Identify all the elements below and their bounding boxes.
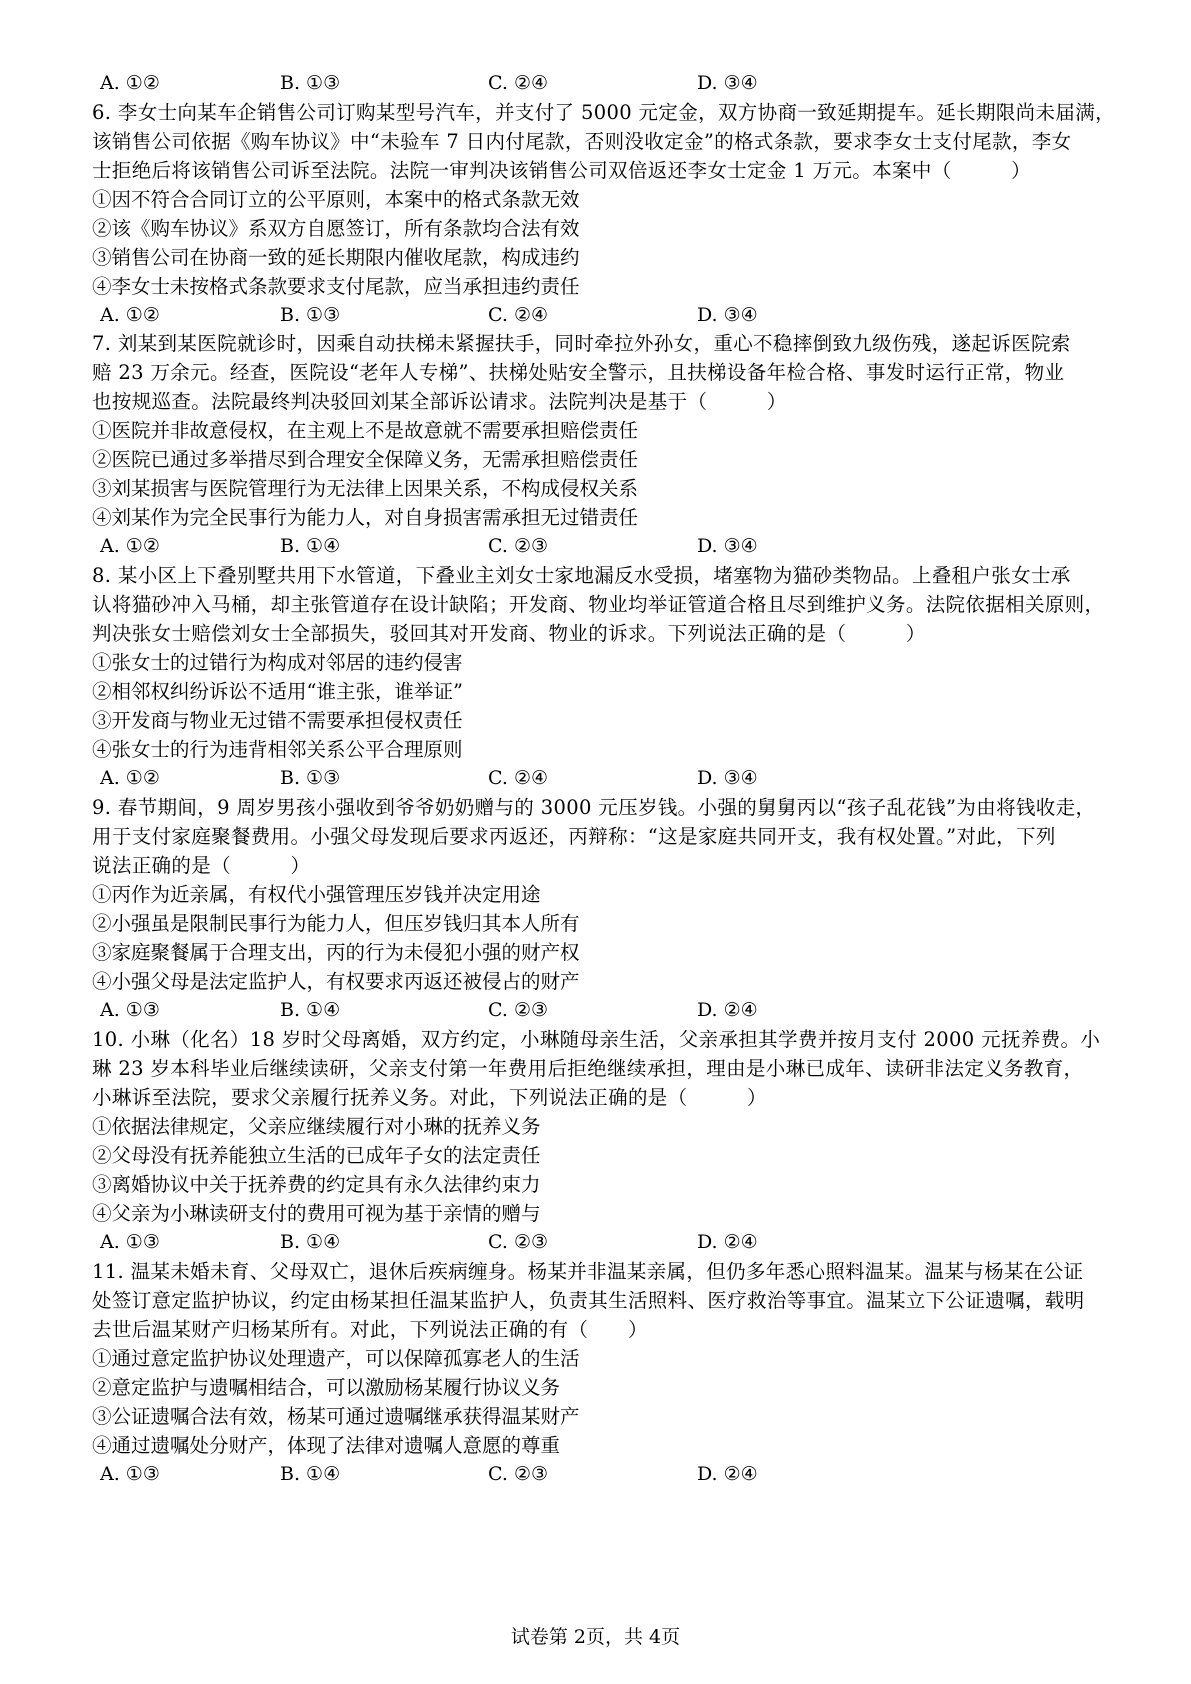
option-b[interactable]: B. ①③ <box>280 304 341 326</box>
q11-options <box>100 1459 1000 1490</box>
option-a[interactable]: A. ①③ <box>100 1463 160 1485</box>
q10-item-3: ③离婚协议中关于抚养费的约定具有永久法律约束力 <box>92 1173 541 1196</box>
q8-item-3: ③开发商与物业无过错不需要承担侵权责任 <box>92 709 463 732</box>
option-b[interactable]: B. ①④ <box>280 1463 341 1485</box>
q7-stem-line-2: 赔 23 万余元。经查，医院设“老年人专梯”、扶梯处贴安全警示，且扶梯设备年检合格、事发时运行正常，物业 <box>92 361 1065 384</box>
option-b[interactable]: B. ①④ <box>280 999 341 1021</box>
q7-item-2: ②医院已通过多举措尽到合理安全保障义务，无需承担赔偿责任 <box>92 448 639 471</box>
q7-item-4: ④刘某作为完全民事行为能力人，对自身损害需承担无过错责任 <box>92 506 639 529</box>
q10-item-2: ②父母没有抚养能独立生活的已成年子女的法定责任 <box>92 1144 541 1167</box>
option-d[interactable]: D. ③④ <box>697 767 758 789</box>
q11-item-4: ④通过遗嘱处分财产，体现了法律对遗嘱人意愿的尊重 <box>92 1434 561 1457</box>
q6-item-3: ③销售公司在协商一致的延长期限内催收尾款，构成违约 <box>92 246 580 269</box>
q9-item-4: ④小强父母是法定监护人，有权要求丙返还被侵占的财产 <box>92 970 580 993</box>
option-b[interactable]: B. ①③ <box>280 72 341 94</box>
option-d[interactable]: D. ③④ <box>697 535 758 557</box>
q10-stem-line-1: 10. 小琳（化名）18 岁时父母离婚，双方约定，小琳随母亲生活，父亲承担其学费并按月支付 2000 元抚养费。小 <box>92 1028 1101 1051</box>
option-a[interactable]: A. ①② <box>100 535 160 557</box>
option-a[interactable]: A. ①② <box>100 72 160 94</box>
option-b[interactable]: B. ①④ <box>280 1231 341 1253</box>
q9-options <box>100 995 1000 1026</box>
q11-stem-line-2: 处签订意定监护协议，约定由杨某担任温某监护人，负责其生活照料、医疗救治等事宜。温某立下公证遗嘱，载明 <box>92 1289 1085 1312</box>
q6-item-4: ④李女士未按格式条款要求支付尾款，应当承担违约责任 <box>92 275 580 298</box>
q10-stem-line-2: 琳 23 岁本科毕业后继续读研，父亲支付第一年费用后拒绝继续承担，理由是小琳已成年、读研非法定义务教育， <box>92 1057 1084 1080</box>
option-c[interactable]: C. ②③ <box>488 1463 549 1485</box>
q6-options <box>100 300 1000 331</box>
q8-item-1: ①张女士的过错行为构成对邻居的违约侵害 <box>92 651 463 674</box>
q9-item-2: ②小强虽是限制民事行为能力人，但压岁钱归其本人所有 <box>92 912 580 935</box>
q9-stem-line-2: 用于支付家庭聚餐费用。小强父母发现后要求丙返还，丙辩称：“这是家庭共同开支，我有权处置。”对此，下列 <box>92 825 1056 848</box>
option-a[interactable]: A. ①② <box>100 304 160 326</box>
q6-stem-line-2: 该销售公司依据《购车协议》中“未验车 7 日内付尾款，否则没收定金”的格式条款，要求李女士支付尾款，李女 <box>92 130 1072 153</box>
option-c[interactable]: C. ②③ <box>488 999 549 1021</box>
option-c[interactable]: C. ②④ <box>488 767 549 789</box>
q10-stem-line-3: 小琳诉至法院，要求父亲履行抚养义务。对此，下列说法正确的是（ ） <box>92 1086 767 1109</box>
q7-item-3: ③刘某损害与医院管理行为无法律上因果关系，不构成侵权关系 <box>92 477 639 500</box>
q8-item-2: ②相邻权纠纷诉讼不适用“谁主张，谁举证” <box>92 680 463 703</box>
q10-item-4: ④父亲为小琳读研支付的费用可视为基于亲情的赠与 <box>92 1202 541 1225</box>
option-b[interactable]: B. ①④ <box>280 535 341 557</box>
q5-options <box>100 68 1000 99</box>
q11-item-1: ①通过意定监护协议处理遗产，可以保障孤寡老人的生活 <box>92 1347 580 1370</box>
q11-item-2: ②意定监护与遗嘱相结合，可以激励杨某履行协议义务 <box>92 1376 561 1399</box>
q9-stem-line-3: 说法正确的是（ ） <box>92 854 311 877</box>
option-c[interactable]: C. ②③ <box>488 1231 549 1253</box>
q10-item-1: ①依据法律规定，父亲应继续履行对小琳的抚养义务 <box>92 1115 541 1138</box>
option-a[interactable]: A. ①② <box>100 767 160 789</box>
q9-item-1: ①丙作为近亲属，有权代小强管理压岁钱并决定用途 <box>92 883 541 906</box>
q8-stem-line-1: 8. 某小区上下叠别墅共用下水管道，下叠业主刘女士家地漏反水受损，堵塞物为猫砂类物品。上叠租户张女士承 <box>92 564 1071 587</box>
q6-stem-line-1: 6. 李女士向某车企销售公司订购某型号汽车，并支付了 5000 元定金，双方协商一致延期提车。延长期限尚未届满， <box>92 101 1115 124</box>
option-c[interactable]: C. ②③ <box>488 535 549 557</box>
option-d[interactable]: D. ②④ <box>697 999 758 1021</box>
page-footer: 试卷第 2页，共 4页 <box>510 1626 681 1648</box>
q11-stem-line-1: 11. 温某未婚未育、父母双亡，退休后疾病缠身。杨某并非温某亲属，但仍多年悉心照料温某。温某与杨某在公证 <box>92 1260 1084 1283</box>
q6-item-1: ①因不符合合同订立的公平原则，本案中的格式条款无效 <box>92 188 580 211</box>
option-a[interactable]: A. ①③ <box>100 999 160 1021</box>
q7-stem-line-3: 也按规巡查。法院最终判决驳回刘某全部诉讼请求。法院判决是基于（ ） <box>92 390 787 413</box>
q11-stem-line-3: 去世后温某财产归杨某所有。对此，下列说法正确的有（ ） <box>92 1318 648 1341</box>
option-a[interactable]: A. ①③ <box>100 1231 160 1253</box>
q6-item-2: ②该《购车协议》系双方自愿签订，所有条款均合法有效 <box>92 217 580 240</box>
option-c[interactable]: C. ②④ <box>488 304 549 326</box>
option-d[interactable]: D. ③④ <box>697 72 758 94</box>
option-d[interactable]: D. ③④ <box>697 304 758 326</box>
option-c[interactable]: C. ②④ <box>488 72 549 94</box>
q9-item-3: ③家庭聚餐属于合理支出，丙的行为未侵犯小强的财产权 <box>92 941 580 964</box>
q7-options <box>100 531 1000 562</box>
q6-stem-line-3: 士拒绝后将该销售公司诉至法院。法院一审判决该销售公司双倍返还李女士定金 1 万元。本案中（ ） <box>92 159 1031 182</box>
q11-item-3: ③公证遗嘱合法有效，杨某可通过遗嘱继承获得温某财产 <box>92 1405 580 1428</box>
q7-stem-line-1: 7. 刘某到某医院就诊时，因乘自动扶梯未紧握扶手，同时牵拉外孙女，重心不稳摔倒致九级伤残，遂起诉医院索 <box>92 332 1071 355</box>
q8-options <box>100 763 1000 794</box>
option-d[interactable]: D. ②④ <box>697 1231 758 1253</box>
q10-options <box>100 1227 1000 1258</box>
option-b[interactable]: B. ①③ <box>280 767 341 789</box>
option-d[interactable]: D. ②④ <box>697 1463 758 1485</box>
q9-stem-line-1: 9. 春节期间，9 周岁男孩小强收到爷爷奶奶赠与的 3000 元压岁钱。小强的舅舅丙以“孩子乱花钱”为由将钱收走， <box>92 796 1096 819</box>
q8-item-4: ④张女士的行为违背相邻关系公平合理原则 <box>92 738 463 761</box>
q8-stem-line-3: 判决张女士赔偿刘女士全部损失，驳回其对开发商、物业的诉求。下列说法正确的是（ ） <box>92 622 926 645</box>
q7-item-1: ①医院并非故意侵权，在主观上不是故意就不需要承担赔偿责任 <box>92 419 639 442</box>
q8-stem-line-2: 认将猫砂冲入马桶，却主张管道存在设计缺陷；开发商、物业均举证管道合格且尽到维护义务。法院依据相关原则， <box>92 593 1105 616</box>
